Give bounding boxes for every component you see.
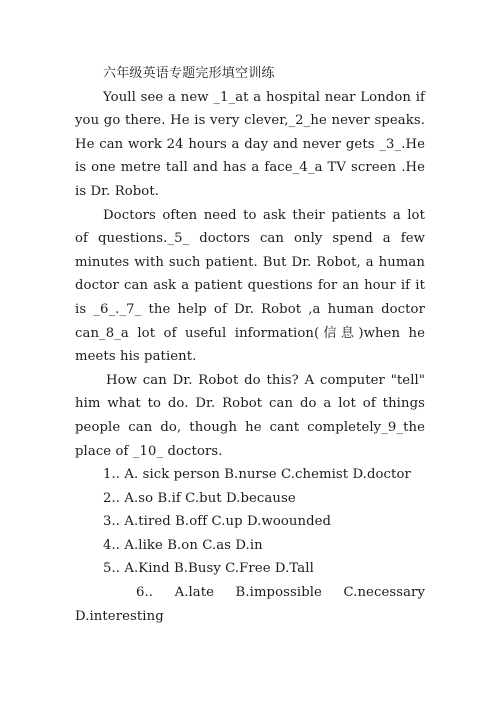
document-title: 六年级英语专题完形填空训练 xyxy=(103,66,275,81)
question-2: 2.. A.so B.if C.but D.because xyxy=(103,490,296,506)
question-3: 3.. A.tired B.off C.up D.woounded xyxy=(103,514,332,530)
paragraph-2: Doctors often need to ask their patients a lot of questions._5_ doctors can only spend a few minutes with such patient. But Dr. Robot, a human doctor can ask a patient questions for an hour if it is _6_._7_ the help of Dr. Robot ,a human doctor can_8_a lot of useful information(信息)when he meets his patient. xyxy=(75,207,425,365)
question-list xyxy=(75,463,425,628)
paragraph-1: Youll see a new _1_at a hospital near London if you go there. He is very clever,_2_he never speaks. He can work 24 hours a day and never gets _3_.He is one metre tall and has a face_4_a TV screen .He is Dr. Robot. xyxy=(75,89,425,199)
document-page xyxy=(75,62,425,628)
question-4: 4.. A.like B.on C.as D.in xyxy=(103,537,263,553)
question-5: 5.. A.Kind B.Busy C.Free D.Tall xyxy=(103,561,314,577)
question-6: 6.. A.late B.impossible C.necessary D.interesting xyxy=(75,585,425,624)
paragraph-3: How can Dr. Robot do this? A computer "tell" him what to do. Dr. Robot can do a lot of things people can do, though he cant completely_9_the place of _10_ doctors. xyxy=(75,372,425,459)
question-1: 1.. A. sick person B.nurse C.chemist D.doctor xyxy=(103,467,411,483)
